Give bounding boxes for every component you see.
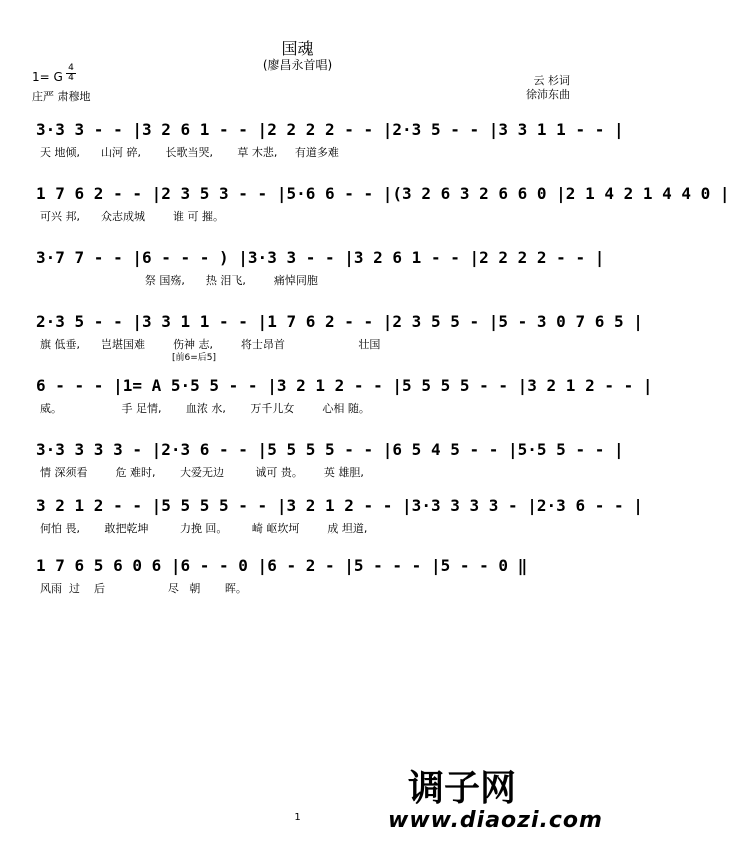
notation-line: 6 - - - |1= A 5·5 5 - - |3 2 1 2 - - |5 5 5 5 - - |3 2 1 2 - - | <box>36 376 653 395</box>
song-subtitle: (廖昌永首唱) <box>262 58 333 72</box>
notation-line: 1 7 6 5 6 0 6 |6 - - 0 |6 - 2 - |5 - - - |5 - - 0 ‖ <box>36 556 528 575</box>
lyrics-line: 风雨 过 后 尽 朝 晖。 <box>40 582 247 595</box>
composer: 徐沛东曲 <box>526 88 570 101</box>
notation-line: 3·3 3 3 3 - |2·3 6 - - |5 5 5 5 - - |6 5 4 5 - - |5·5 5 - - | <box>36 440 624 459</box>
lyrics-line: 何怕 畏, 敢把乾坤 力挽 回。 崎 岖坎坷 成 坦道, <box>40 522 368 535</box>
notation-line: 3 2 1 2 - - |5 5 5 5 - - |3 2 1 2 - - |3·3 3 3 3 - |2·3 6 - - | <box>36 496 643 515</box>
lyrics-line: 天 地倾, 山河 碎, 长歌当哭, 草 木悲, 有道多难 <box>40 146 339 159</box>
lyrics-line: 祭 国殇, 热 泪飞, 痛悼同胞 <box>40 274 318 287</box>
time-signature-top: 4 <box>68 63 74 73</box>
lyrics-line: 情 深须看 危 难时, 大爱无边 诚可 贵。 英 雄胆, <box>40 466 364 479</box>
key-signature: 1= G <box>32 70 63 84</box>
system-8 <box>0 532 595 612</box>
notation-line: 3·3 3 - - |3 2 6 1 - - |2 2 2 2 - - |2·3 5 - - |3 3 1 1 - - | <box>36 120 624 139</box>
watermark-logo: 调子网 <box>408 768 517 809</box>
lyricist: 云 杉词 <box>533 74 570 87</box>
notation-line: 1 7 6 2 - - |2 3 5 3 - - |5·6 6 - - |(3 2 6 3 2 6 6 0 |2 1 4 2 1 4 4 0 | <box>36 184 730 203</box>
notation-line: 2·3 5 - - |3 3 1 1 - - |1 7 6 2 - - |2 3 5 5 - |5 - 3 0 7 6 5 | <box>36 312 643 331</box>
lyrics-line: 可兴 邦, 众志成城 谁 可 摧。 <box>40 210 224 223</box>
tempo-marking: 庄严 肃穆地 <box>32 90 91 103</box>
song-title: 国魂 <box>281 39 314 58</box>
lyrics-line: 旗 低垂, 岂堪国难 伤神 志, 将士昂首 壮国 <box>40 338 381 351</box>
watermark-url: www.diaozi.com <box>388 808 603 833</box>
lyrics-line: 威。 手 足情, 血浓 水, 万千儿女 心相 随。 <box>40 402 370 415</box>
time-signature-bottom: 4 <box>66 73 76 83</box>
notation-line: 3·7 7 - - |6 - - - ) |3·3 3 - - |3 2 6 1 - - |2 2 2 2 - - | <box>36 248 605 267</box>
modulation-annotation: [前6=后5] <box>172 353 217 363</box>
time-signature <box>66 64 76 83</box>
page-number: 1 <box>294 812 301 823</box>
